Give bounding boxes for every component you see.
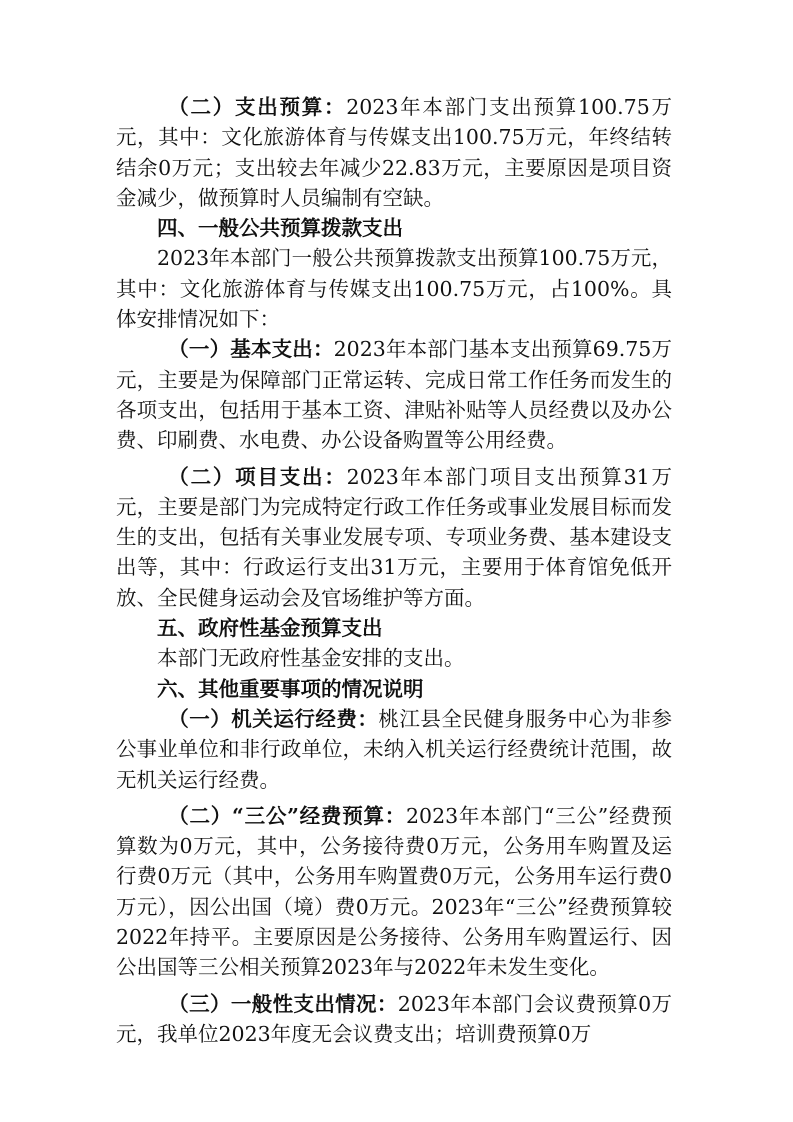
paragraph-operating-costs	[116, 704, 672, 795]
heading-expenditure-budget: （二）支出预算：	[168, 95, 347, 119]
heading-general-expenditure: （三）一般性支出情况：	[168, 991, 398, 1016]
paragraph-project-expenditure	[116, 462, 672, 613]
text-basic-expenditure: 2023年本部门基本支出预算69.75万元，主要是为保障部门正常运转、完成日常工作任务而发生的各项支出，包括用于基本工资、津贴补贴等人员经费以及办公费、印刷费、水电费、办公设备购置等公用经费。	[116, 337, 673, 453]
text-three-public-costs: 2023年本部门“三公”经费预算数为0万元，其中，公务接待费0万元，公务用车购置及运行费0万元（其中，公务用车购置费0万元，公务用车运行费0万元），因公出国（境）费0万元。2023年“三公”经费预算较2022年持平。主要原因是公务接待、公务用车购置运行、因公出国等三公相关预算2023年与2022年未发生变化。	[116, 803, 672, 980]
text-expenditure-budget: 2023年本部门支出预算100.75万元，其中：文化旅游体育与传媒支出100.75万元，年终结转结余0万元；支出较去年减少22.83万元，主要原因是项目资金减少，做预算时人员编制有空缺。	[116, 95, 673, 210]
paragraph-three-public-costs	[116, 801, 672, 983]
paragraph-expenditure-budget	[116, 92, 672, 213]
paragraph-basic-expenditure	[116, 334, 672, 455]
text-general-expenditure: 2023年本部门会议费预算0万元，我单位2023年度无会议费支出；培训费预算0万	[116, 991, 673, 1046]
heading-basic-expenditure: （一）基本支出：	[168, 337, 334, 362]
paragraph-general-budget: 2023年本部门一般公共预算拨款支出预算100.75万元，其中：文化旅游体育与传媒支出100.75万元，占100%。具体安排情况如下：	[116, 246, 672, 332]
section-heading-4: 四、一般公共预算拨款支出	[157, 216, 403, 241]
paragraph-fund-budget: 本部门无政府性基金安排的支出。	[157, 646, 465, 671]
heading-project-expenditure: （二）项目支出：	[168, 464, 347, 489]
heading-operating-costs: （一）机关运行经费：	[168, 706, 379, 731]
section-heading-5: 五、政府性基金预算支出	[157, 616, 383, 641]
document-body	[116, 92, 672, 1049]
section-heading-6: 六、其他重要事项的情况说明	[157, 676, 424, 701]
text-project-expenditure: 2023年本部门项目支出预算31万元，主要是部门为完成特定行政工作任务或事业发展目标而发生的支出，包括有关事业发展专项、专项业务费、基本建设支出等，其中：行政运行支出31万元，主要用于体育馆免低开放、全民健身运动会及官场维护等方面。	[116, 464, 672, 610]
paragraph-general-expenditure	[116, 989, 672, 1050]
heading-three-public-costs: （二）“三公”经费预算：	[168, 803, 406, 828]
text-operating-costs: 桃江县全民健身服务中心为非参公事业单位和非行政单位，未纳入机关运行经费统计范围，故无机关运行经费。	[116, 706, 673, 792]
